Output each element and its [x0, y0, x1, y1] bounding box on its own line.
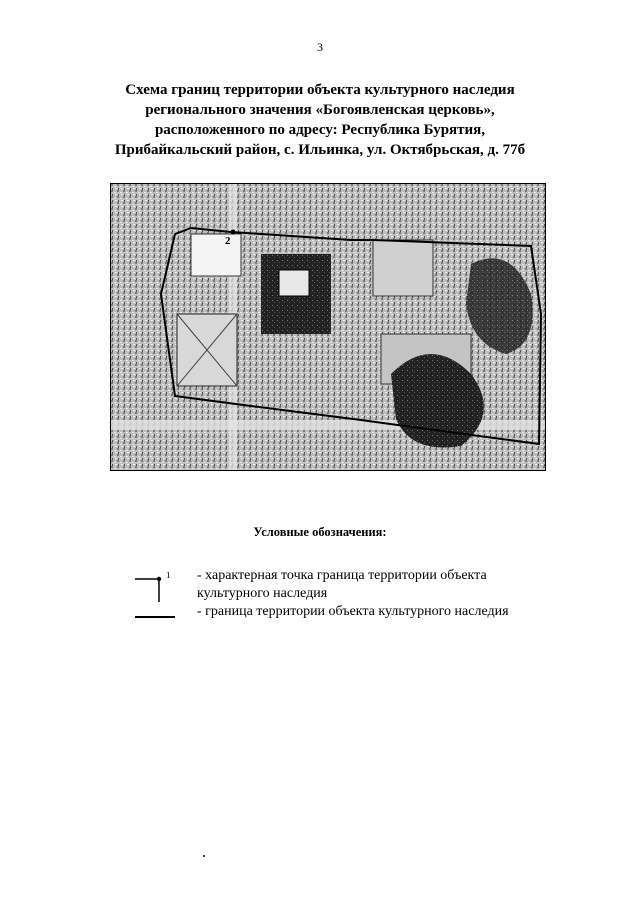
title-line: расположенного по адресу: Республика Бурятия,: [154, 122, 486, 138]
title-line: регионального значения «Богоявленская церковь»,: [145, 102, 495, 118]
legend-item: культурного наследия: [197, 586, 328, 601]
title-line: Прибайкальский район, с. Ильинка, ул. Октябрьская, д. 77б: [114, 142, 526, 158]
aerial-map: [110, 183, 546, 471]
page-number: 3: [317, 40, 323, 54]
legend-item: - граница территории объекта культурного наследия: [197, 604, 509, 619]
legend-heading: Условные обозначения:: [253, 525, 387, 539]
legend-item: - характерная точка граница территории объекта: [197, 568, 487, 583]
characteristic-point-symbol: [135, 572, 185, 602]
title-line: Схема границ территории объекта культурного наследия: [125, 82, 515, 98]
boundary-point-marker: [231, 230, 236, 235]
aerial-photo: [111, 184, 545, 470]
point-marker-label: 1: [166, 572, 171, 580]
legend-items: [197, 567, 557, 621]
scan-speck: [203, 855, 205, 857]
boundary-line-symbol: [135, 616, 175, 618]
document-title: [60, 80, 580, 160]
boundary-point-label: 2: [225, 235, 231, 247]
